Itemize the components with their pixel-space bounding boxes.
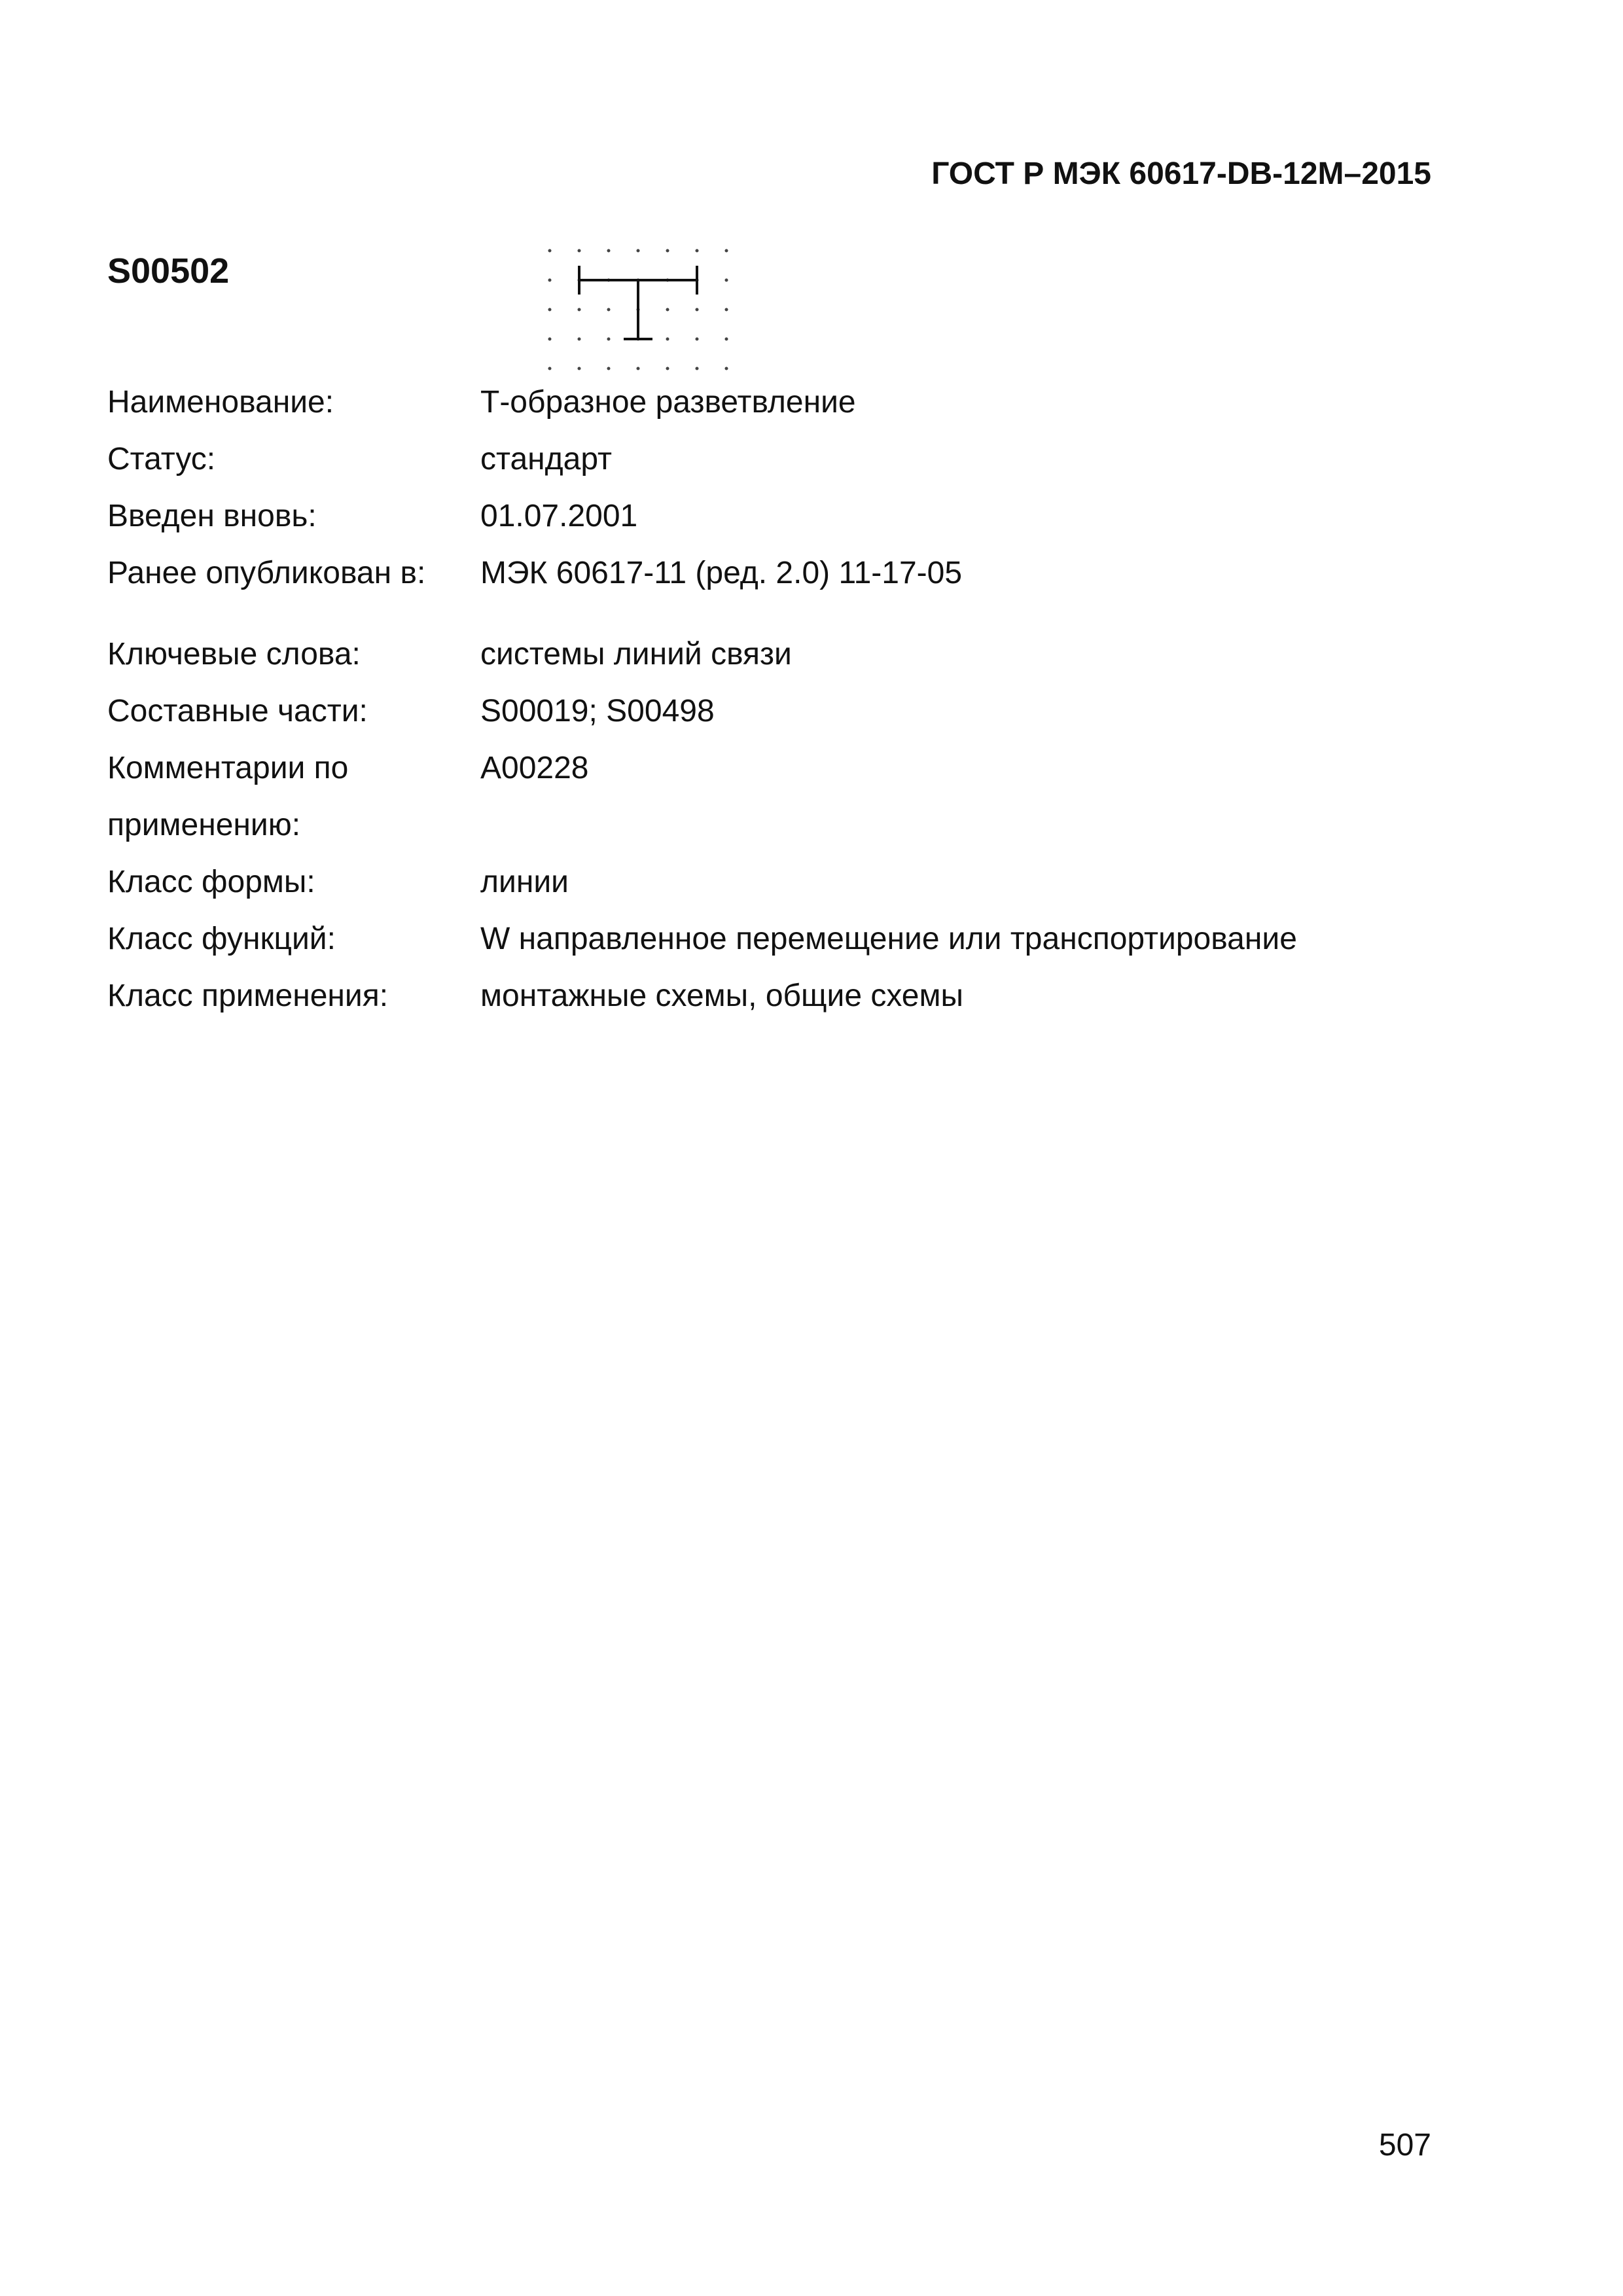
property-label: Введен вновь: bbox=[107, 499, 317, 533]
property-row-introduced bbox=[107, 495, 1449, 552]
property-row-function-class bbox=[107, 918, 1449, 975]
property-label: Статус: bbox=[107, 442, 216, 476]
page-number: 507 bbox=[1378, 2128, 1431, 2162]
property-value: W направленное перемещение или транспортирование bbox=[480, 922, 1297, 956]
property-label: Класс применения: bbox=[107, 978, 389, 1013]
property-value: монтажные схемы, общие схемы bbox=[480, 978, 963, 1013]
property-row-application-class bbox=[107, 975, 1449, 1032]
property-label: Ключевые слова: bbox=[107, 637, 361, 672]
property-value: S00019; S00498 bbox=[480, 694, 715, 728]
symbol-id: S00502 bbox=[107, 251, 230, 291]
properties-table bbox=[107, 382, 1449, 1032]
property-row-name bbox=[107, 382, 1449, 439]
property-label: Ранее опубликован в: bbox=[107, 556, 426, 590]
t-junction-icon bbox=[546, 247, 743, 378]
property-row-application-notes bbox=[107, 747, 1449, 861]
property-row-shape-class bbox=[107, 861, 1449, 918]
property-row-previously-published bbox=[107, 552, 1449, 609]
property-value: A00228 bbox=[480, 751, 589, 785]
property-row-status bbox=[107, 439, 1449, 495]
property-label: Составные части: bbox=[107, 694, 368, 728]
property-value: 01.07.2001 bbox=[480, 499, 638, 533]
property-value: МЭК 60617-11 (ред. 2.0) 11-17-05 bbox=[480, 556, 963, 590]
property-value: системы линий связи bbox=[480, 637, 792, 672]
property-label: Класс функций: bbox=[107, 922, 336, 956]
t-junction-shape bbox=[579, 267, 697, 339]
property-value: стандарт bbox=[480, 442, 612, 476]
property-value: линии bbox=[480, 865, 569, 899]
property-value: Т-образное разветвление bbox=[480, 385, 856, 420]
property-row-keywords bbox=[107, 634, 1449, 691]
property-label: Наименование: bbox=[107, 385, 334, 420]
property-row-components bbox=[107, 691, 1449, 747]
property-label: Комментарии по применению: bbox=[107, 751, 349, 842]
property-label: Класс формы: bbox=[107, 865, 315, 899]
document-header: ГОСТ Р МЭК 60617-DB-12M–2015 bbox=[931, 156, 1431, 191]
